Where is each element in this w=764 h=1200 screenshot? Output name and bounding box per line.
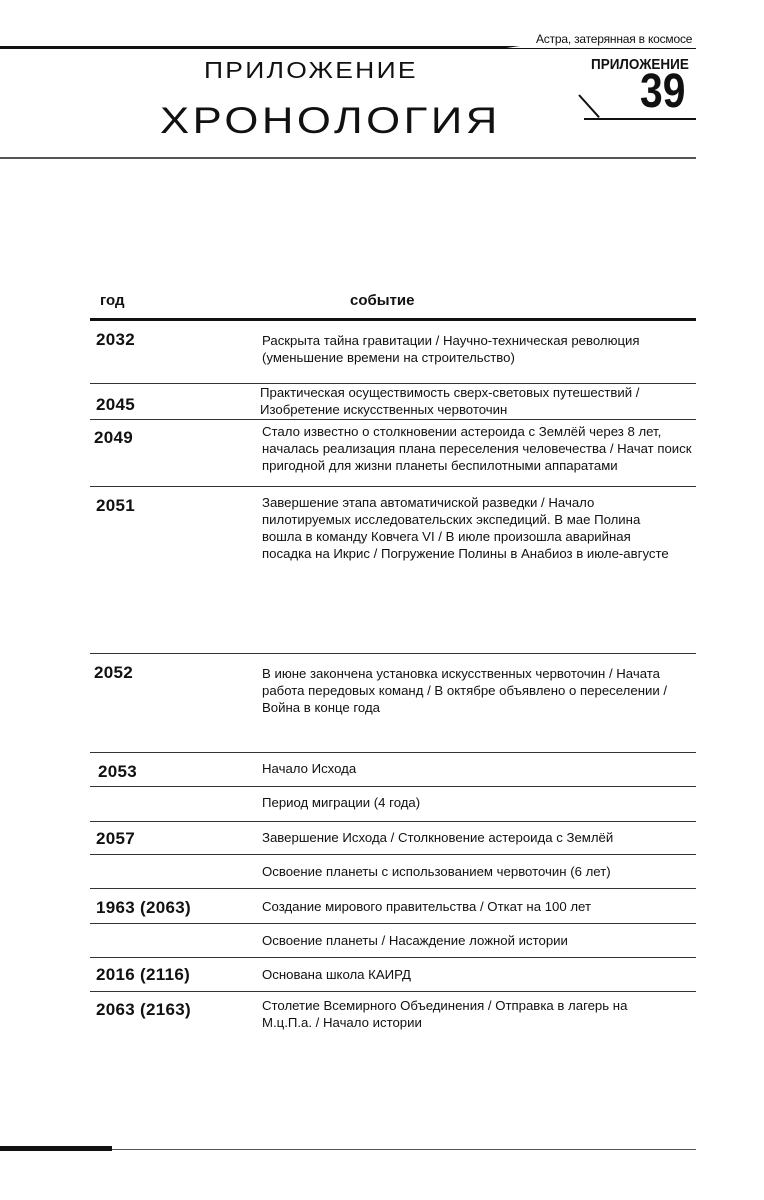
row-divider [90, 991, 696, 992]
footer-bar [0, 1146, 112, 1151]
row-year: 2032 [96, 330, 136, 349]
row-event: Освоение планеты с использованием червоточин (6 лет) [262, 864, 611, 879]
row-event: Начало Исхода [262, 761, 357, 776]
row-divider [90, 854, 696, 855]
row-event: Стало известно о столкновении астероида с Землёй через 8 лет, началась реализация плана переселения человечества / Начат поиск пригодной для жизни планеты беспилотными аппаратами [262, 424, 692, 473]
header-rule-right [404, 48, 696, 49]
row-event: Период миграции (4 года) [262, 795, 421, 810]
row-event: Столетие Всемирного Объединения / Отправка в лагерь на М.ц.П.а. / Начало истории [262, 998, 628, 1030]
badge-label: ПРИЛОЖЕНИЕ [591, 56, 689, 73]
row-year: 2057 [96, 829, 136, 848]
badge-slant-line [578, 94, 600, 118]
row-event: Освоение планеты / Насаждение ложной истории [262, 933, 568, 948]
row-divider [90, 786, 696, 787]
row-year: 2045 [96, 395, 136, 414]
page-title: ХРОНОЛОГИЯ [160, 100, 501, 141]
row-divider [90, 957, 696, 958]
row-divider [90, 923, 696, 924]
row-divider [90, 888, 696, 889]
footer-rule [112, 1149, 696, 1150]
title-rule [0, 157, 696, 159]
column-header-year: год [100, 292, 125, 309]
series-name: Астра, затерянная в космосе [536, 32, 693, 46]
table-header-rule [90, 318, 696, 321]
row-divider [90, 752, 696, 753]
row-year: 2053 [98, 762, 138, 781]
appendix-word: ПРИЛОЖЕНИЕ [204, 57, 418, 83]
row-year: 2063 (2163) [96, 1000, 191, 1019]
row-divider [90, 419, 696, 420]
row-year: 2052 [94, 663, 134, 682]
row-divider [90, 653, 696, 654]
row-event: Завершение этапа автоматичиской разведки / Начало пилотируемых исследовательских экспедиций. В мае Полина вошла в команду Ковчега VI / В июле произошла аварийная посадка на Икрис / Погружение Полины в Анабиоз в июле-августе [262, 495, 669, 561]
row-event: Практическая осуществимость сверх-световых путешествий / Изобретение искусственных червоточин [260, 385, 640, 417]
row-year: 2016 (2116) [96, 965, 191, 984]
badge-number: 39 [640, 65, 686, 118]
row-event: Основана школа КАИРД [262, 967, 411, 982]
row-divider [90, 486, 696, 487]
badge-underline [584, 118, 696, 120]
row-event: Раскрыта тайна гравитации / Научно-техническая революция (уменьшение времени на строительство) [262, 333, 640, 365]
column-header-event: событие [350, 292, 415, 309]
row-divider [90, 821, 696, 822]
row-year: 2051 [96, 496, 136, 515]
row-event: Завершение Исхода / Столкновение астероида с Землёй [262, 830, 614, 845]
row-year: 1963 (2063) [96, 898, 191, 917]
row-year: 2049 [94, 428, 134, 447]
row-event: Создание мирового правительства / Откат на 100 лет [262, 899, 591, 914]
row-event: В июне закончена установка искусственных червоточин / Начата работа передовых команд / В октябре объявлено о переселении / Война в конце года [262, 666, 668, 715]
